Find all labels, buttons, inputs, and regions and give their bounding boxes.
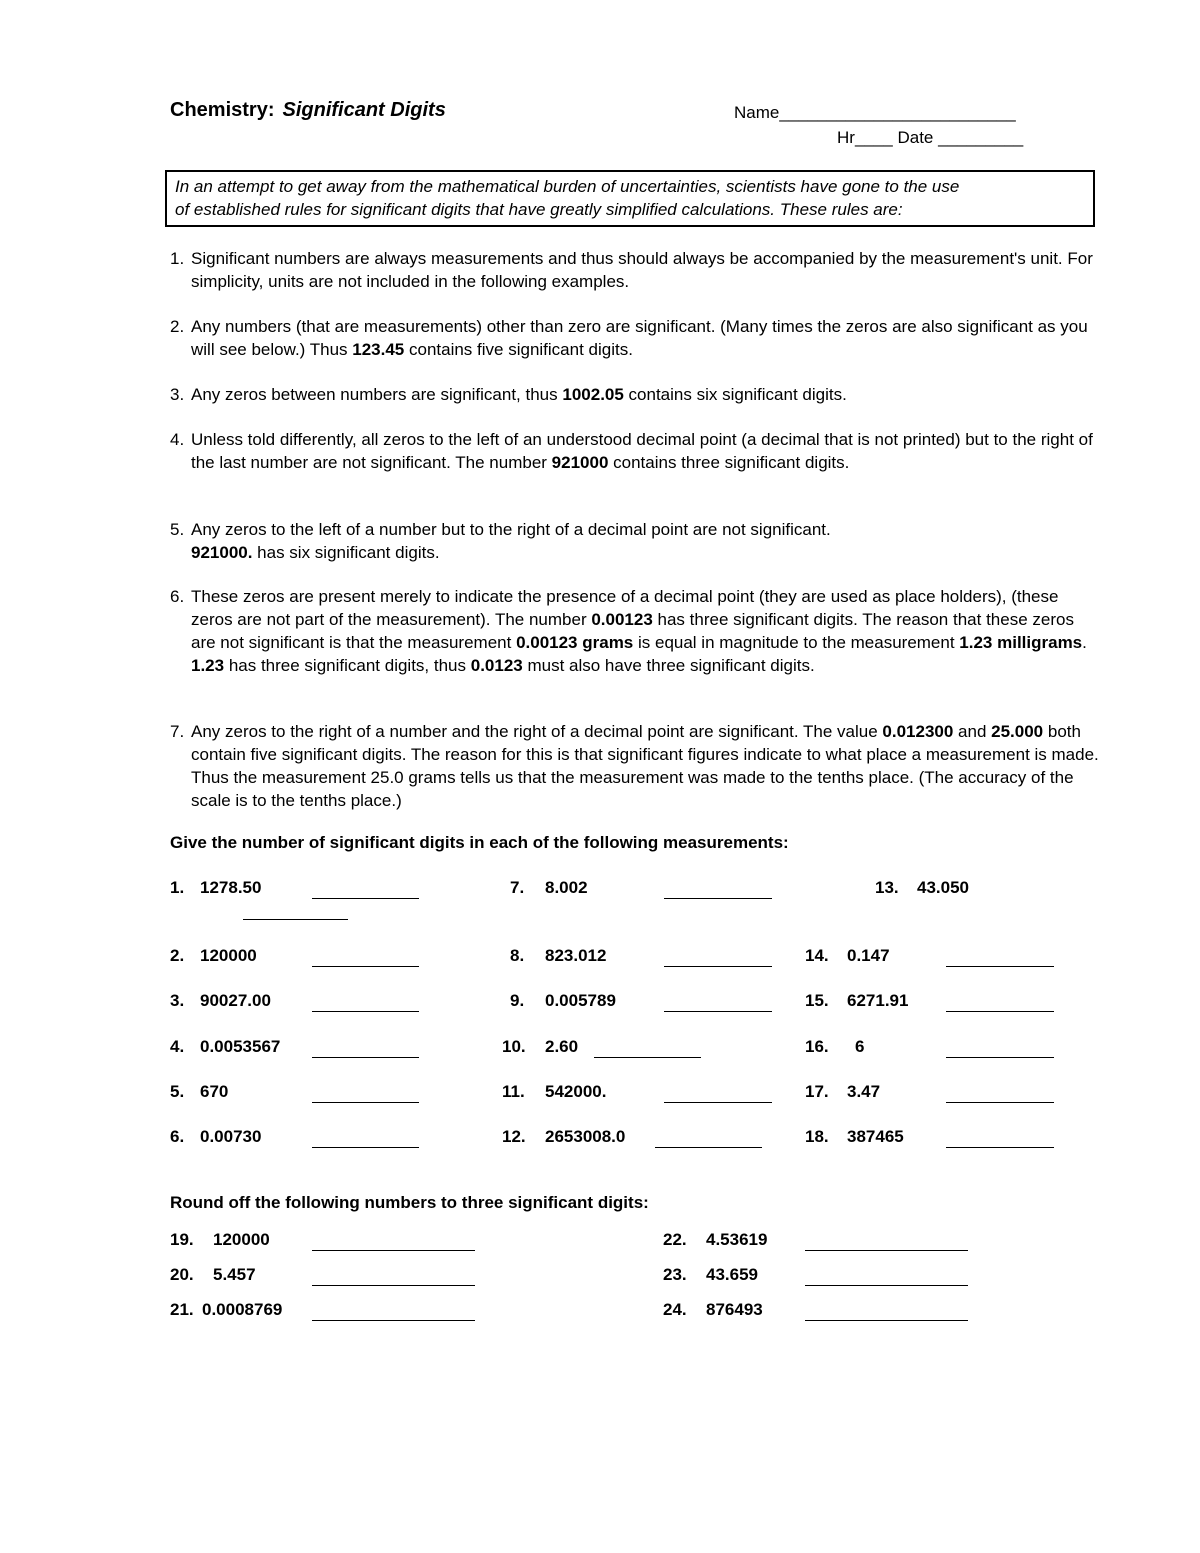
question-number: 17. — [805, 1082, 829, 1101]
question-number: 5. — [170, 1082, 185, 1101]
answer-blank[interactable] — [312, 1320, 475, 1321]
rule-text: Significant numbers are always measurements and thus should always be accompanied by the measurement's unit. For simplicity, units are not included in the following examples. — [191, 249, 1093, 291]
rule-text: Any zeros between numbers are significant, thus — [191, 385, 563, 404]
question-value: 120000 — [213, 1230, 270, 1249]
answer-blank[interactable] — [946, 1102, 1054, 1103]
hr-date-field[interactable]: Hr____ Date _________ — [837, 128, 1024, 147]
question-number: 6. — [170, 1127, 185, 1146]
answer-blank[interactable] — [312, 1147, 419, 1148]
question-value: 0.0053567 — [200, 1037, 281, 1056]
answer-blank[interactable] — [946, 1057, 1054, 1058]
rule-text: has three significant digits. The reason that these zeros are not significant is that the measurement — [191, 610, 1074, 652]
rule-text: must also have three significant digits. — [522, 656, 815, 675]
question-value: 542000. — [545, 1082, 607, 1101]
rule-example: 921000 — [551, 453, 609, 472]
question-value: 90027.00 — [200, 991, 271, 1010]
question-value: 43.050 — [917, 878, 969, 897]
rule-6 — [170, 585, 1100, 677]
rule-3 — [170, 383, 1100, 406]
rule-example: 0.00123 grams — [516, 633, 634, 652]
answer-blank[interactable] — [594, 1057, 701, 1058]
question-value: 5.457 — [213, 1265, 256, 1284]
question-number: 10. — [502, 1037, 526, 1056]
rule-example: 0.0123 — [470, 656, 523, 675]
rule-text: contains three significant digits. — [608, 453, 850, 472]
question-value: 43.659 — [706, 1265, 758, 1284]
question-number: 15. — [805, 991, 829, 1010]
rule-number: 6. — [170, 587, 185, 606]
rule-example: 1.23 milligrams — [959, 633, 1083, 652]
question-value: 670 — [200, 1082, 229, 1101]
rule-text: both contain five significant digits. The reason for this is that significant figures indicate to what place a measurement is made. Thus the measurement 25.0 grams tells us that the measurement was made to the tenths place. (The accuracy of the scale is to the tenths place.) — [191, 722, 1099, 810]
question-value: 0.005789 — [545, 991, 616, 1010]
rule-1 — [170, 247, 1100, 293]
rule-text: Any zeros to the left of a number but to the right of a decimal point are not significant. — [191, 520, 831, 539]
answer-blank[interactable] — [664, 966, 772, 967]
question-number: 22. — [663, 1230, 687, 1249]
rule-text: has three significant digits, thus — [224, 656, 471, 675]
intro-box — [165, 170, 1095, 227]
question-number: 23. — [663, 1265, 687, 1284]
intro-line-1: In an attempt to get away from the mathematical burden of uncertainties, scientists have gone to the use — [175, 177, 960, 196]
rule-example: 123.45 — [352, 340, 405, 359]
name-field[interactable]: Name_________________________ — [734, 103, 1016, 122]
answer-blank[interactable] — [312, 1011, 419, 1012]
rule-number: 2. — [170, 317, 185, 336]
question-value: 0.147 — [847, 946, 890, 965]
answer-blank[interactable] — [664, 1102, 772, 1103]
rule-text: Any zeros to the right of a number and the right of a decimal point are significant. The value — [191, 722, 883, 741]
question-value: 2.60 — [545, 1037, 579, 1056]
rule-number: 1. — [170, 249, 185, 268]
answer-blank[interactable] — [243, 919, 348, 920]
question-number: 13. — [875, 878, 899, 897]
question-value: 387465 — [847, 1127, 904, 1146]
question-value: 1278.50 — [200, 878, 262, 897]
question-value: 4.53619 — [706, 1230, 768, 1249]
answer-blank[interactable] — [946, 1011, 1054, 1012]
rule-text: These zeros are present merely to indicate the presence of a decimal point (they are used as place holders), (these zeros are not part of the measurement). The number — [191, 587, 1059, 629]
question-value: 8.002 — [545, 878, 588, 897]
question-number: 1. — [170, 878, 185, 897]
answer-blank[interactable] — [664, 898, 772, 899]
question-value: 6271.91 — [847, 991, 909, 1010]
answer-blank[interactable] — [312, 1250, 475, 1251]
intro-line-2: of established rules for significant digits that have greatly simplified calculations. These rules are: — [175, 200, 903, 219]
answer-blank[interactable] — [312, 1057, 419, 1058]
question-number: 2. — [170, 946, 185, 965]
question-number: 4. — [170, 1037, 185, 1056]
question-number: 19. — [170, 1230, 194, 1249]
answer-blank[interactable] — [946, 1147, 1054, 1148]
rule-text: Any numbers (that are measurements) other than zero are significant. (Many times the zeros are also significant as you will see below.) Thus — [191, 317, 1088, 359]
rule-text: has six significant digits. — [252, 543, 440, 562]
answer-blank[interactable] — [655, 1147, 762, 1148]
rule-text: Unless told differently, all zeros to the left of an understood decimal point (a decimal that is not printed) but to the right of the last number are not significant. The number — [191, 430, 1093, 472]
question-number: 24. — [663, 1300, 687, 1319]
answer-blank[interactable] — [312, 1285, 475, 1286]
page-title — [170, 99, 446, 122]
section-2-heading: Round off the following numbers to three significant digits: — [170, 1193, 649, 1212]
question-number: 9. — [510, 991, 525, 1010]
question-number: 7. — [510, 878, 525, 897]
question-number: 16. — [805, 1037, 829, 1056]
question-number: 8. — [510, 946, 525, 965]
question-value: 0.0008769 — [202, 1300, 283, 1319]
answer-blank[interactable] — [805, 1320, 968, 1321]
rule-number: 7. — [170, 722, 185, 741]
title-topic: Significant Digits — [282, 99, 446, 121]
question-value: 6 — [855, 1037, 865, 1056]
question-value: 876493 — [706, 1300, 763, 1319]
answer-blank[interactable] — [946, 966, 1054, 967]
rule-text: contains six significant digits. — [623, 385, 847, 404]
answer-blank[interactable] — [312, 898, 419, 899]
rule-example: 1.23 — [191, 656, 225, 675]
answer-blank[interactable] — [805, 1285, 968, 1286]
title-prefix: Chemistry: — [170, 99, 275, 121]
question-number: 20. — [170, 1265, 194, 1284]
question-number: 11. — [502, 1082, 525, 1101]
rule-number: 3. — [170, 385, 185, 404]
rule-text: is equal in magnitude to the measurement — [633, 633, 960, 652]
answer-blank[interactable] — [312, 966, 419, 967]
question-value: 823.012 — [545, 946, 607, 965]
section-1-heading: Give the number of significant digits in each of the following measurements: — [170, 833, 789, 852]
rule-example: 1002.05 — [562, 385, 624, 404]
question-value: 2653008.0 — [545, 1127, 626, 1146]
question-number: 14. — [805, 946, 829, 965]
answer-blank[interactable] — [805, 1250, 968, 1251]
rule-text: and — [953, 722, 992, 741]
question-value: 0.00730 — [200, 1127, 262, 1146]
question-value: 120000 — [200, 946, 257, 965]
rule-text: . — [1082, 633, 1087, 652]
rule-example: 0.012300 — [882, 722, 954, 741]
rule-4 — [170, 428, 1100, 474]
rule-text: contains five significant digits. — [404, 340, 633, 359]
rule-example: 921000. — [191, 543, 253, 562]
rule-5 — [170, 518, 1100, 564]
question-value: 3.47 — [847, 1082, 881, 1101]
rule-example: 25.000 — [991, 722, 1044, 741]
rule-number: 5. — [170, 520, 185, 539]
rule-2 — [170, 315, 1100, 361]
question-number: 18. — [805, 1127, 829, 1146]
answer-blank[interactable] — [664, 1011, 772, 1012]
answer-blank[interactable] — [312, 1102, 419, 1103]
question-number: 21. — [170, 1300, 194, 1319]
rule-example: 0.00123 — [591, 610, 653, 629]
question-number: 12. — [502, 1127, 526, 1146]
rule-number: 4. — [170, 430, 185, 449]
rule-7 — [170, 720, 1100, 812]
question-number: 3. — [170, 991, 185, 1010]
